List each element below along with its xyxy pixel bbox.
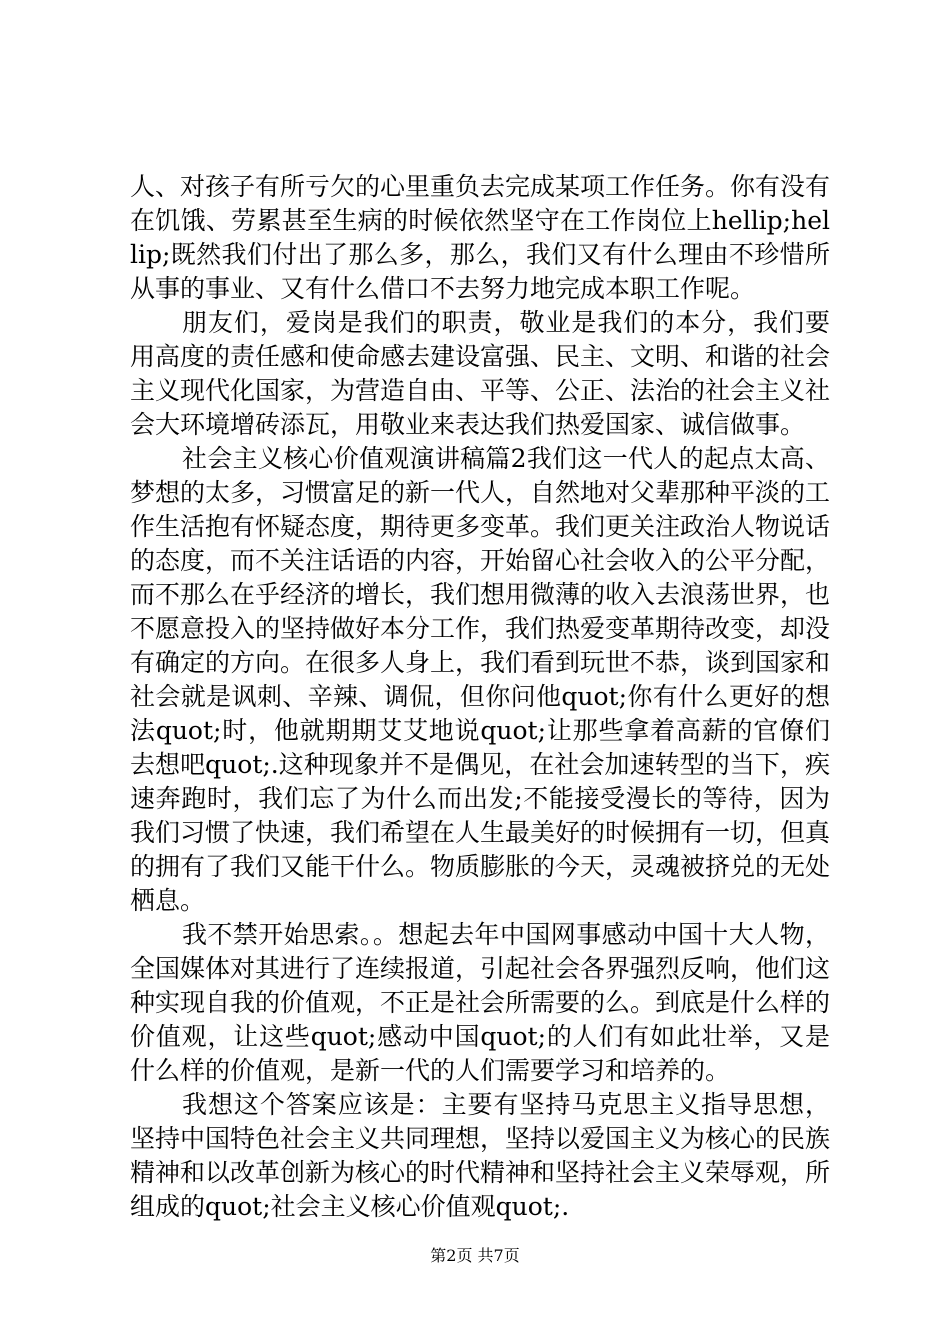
paragraph-5: 我想这个答案应该是：主要有坚持马克思主义指导思想，坚持中国特色社会主义共同理想，坚持以爱国主义为核心的民族精神和以改革创新为核心的时代精神和坚持社会主义荣辱观，所组成的quot;社会主义核心价值观quot;. [130,1090,831,1221]
paragraph-3: 社会主义核心价值观演讲稿篇2我们这一代人的起点太高、梦想的太多，习惯富足的新一代人，自然地对父辈那种平淡的工作生活抱有怀疑态度，期待更多变革。我们更关注政治人物说话的态度，而不关注话语的内容，开始留心社会收入的公平分配，而不那么在乎经济的增长，我们想用微薄的收入去浪荡世界，也不愿意投入的坚持做好本分工作，我们热爱变革期待改变，却没有确定的方向。在很多人身上，我们看到玩世不恭，谈到国家和社会就是讽刺、辛辣、调侃，但你问他quot;你有什么更好的想法quot;时，他就期期艾艾地说quot;让那些拿着高薪的官僚们去想吧quot;.这种现象并不是偶见，在社会加速转型的当下，疾速奔跑时，我们忘了为什么而出发;不能接受漫长的等待，因为我们习惯了快速，我们希望在人生最美好的时候拥有一切，但真的拥有了我们又能干什么。物质膨胀的今天，灵魂被挤兑的无处栖息。 [130,444,831,915]
paragraph-1: 人、对孩子有所亏欠的心里重负去完成某项工作任务。你有没有在饥饿、劳累甚至生病的时候依然坚守在工作岗位上hellip;hellip;既然我们付出了那么多，那么，我们又有什么理由不珍惜所从事的事业、又有什么借口不去努力地完成本职工作呢。 [130,172,831,303]
paragraph-4: 我不禁开始思索。。想起去年中国网事感动中国十大人物，全国媒体对其进行了连续报道，引起社会各界强烈反响，他们这种实现自我的价值观，不正是社会所需要的么。到底是什么样的价值观，让这些quot;感动中国quot;的人们有如此壮举，又是什么样的价值观，是新一代的人们需要学习和培养的。 [130,920,831,1085]
paragraph-2: 朋友们，爱岗是我们的职责，敬业是我们的本分，我们要用高度的责任感和使命感去建设富强、民主、文明、和谐的社会主义现代化国家，为营造自由、平等、公正、法治的社会主义社会大环境增砖添瓦，用敬业来表达我们热爱国家、诚信做事。 [130,308,831,439]
page-number-footer: 第2页 共7页 [430,1246,520,1265]
document-body [130,170,830,1224]
